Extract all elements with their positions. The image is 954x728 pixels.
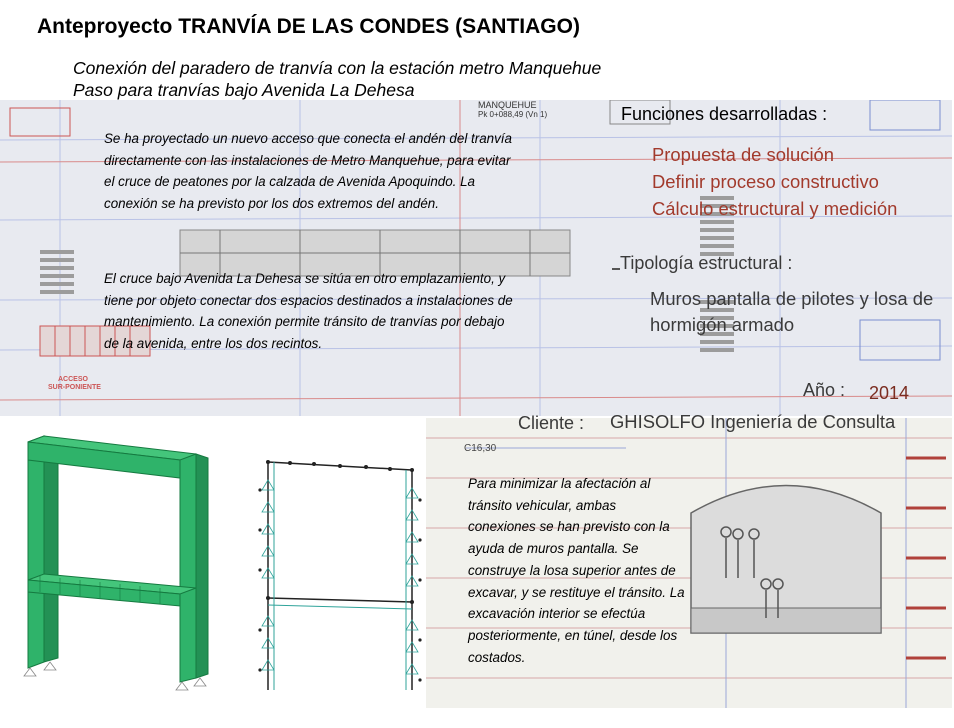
page-title — [37, 15, 580, 39]
function-item: Cálculo estructural y medición — [652, 198, 898, 219]
section-label: C16,30 — [464, 443, 497, 454]
function-item: Propuesta de solución — [652, 144, 834, 165]
typology-dash — [612, 268, 620, 270]
pk-label: Pk 0+088,49 (Vn 1) — [478, 110, 548, 119]
subtitle-underpass: Paso para tranvías bajo Avenida La Dehesa — [73, 80, 415, 100]
structure-3d-graphic — [0, 430, 230, 708]
year-label: Año : — [803, 380, 846, 400]
title-main: TRANVÍA DE LAS CONDES (SANTIAGO) — [178, 15, 580, 38]
function-item: Definir proceso constructivo — [652, 171, 879, 192]
description-paragraph-2: El cruce bajo Avenida La Dehesa se sitúa en otro emplazamiento, y tiene por objeto conectar dos espacios destinados a instalaciones de mantenimiento. La conexión permite tránsito de tranvías por debajo de la avenida, entre los dos recintos. — [104, 271, 513, 352]
access-label: ACCESO — [58, 376, 88, 383]
functions-label: Funciones desarrolladas : — [621, 104, 828, 124]
access-sub-label: SUR-PONIENTE — [48, 384, 101, 391]
typology-value: Muros pantalla de pilotes y losa de hormigón armado — [650, 288, 934, 335]
subtitle-connection: Conexión del paradero de tranvía con la estación metro Manquehue — [73, 58, 602, 78]
client-label: Cliente : — [518, 413, 585, 433]
frame-analysis-graphic — [230, 440, 440, 708]
structure-3d-model — [0, 430, 230, 708]
typology-label: Tipología estructural : — [620, 253, 793, 273]
description-paragraph-3: Para minimizar la afectación al tránsito vehicular, ambas conexiones se han previsto con la ayuda de muros pantalla. Se construye la losa superior antes de excavar, y se restituye el tránsito. La excavación interior se efectúa posteriormente, en túnel, desde los costados. — [468, 476, 685, 665]
description-paragraph-1: Se ha proyectado un nuevo acceso que conecta el andén del tranvía directamente con las instalaciones de Metro Manquehue, para evitar el cruce de peatones por la calzada de Avenida Apoquindo. La conexión se ha previsto por los dos extremos del andén. — [104, 131, 512, 212]
station-name-label: MANQUEHUE — [478, 100, 537, 110]
year-value: 2014 — [869, 383, 910, 403]
frame-analysis-model — [230, 440, 440, 708]
client-value: GHISOLFO Ingeniería de Consulta — [610, 411, 896, 432]
title-prefix: Anteproyecto — [37, 15, 173, 38]
